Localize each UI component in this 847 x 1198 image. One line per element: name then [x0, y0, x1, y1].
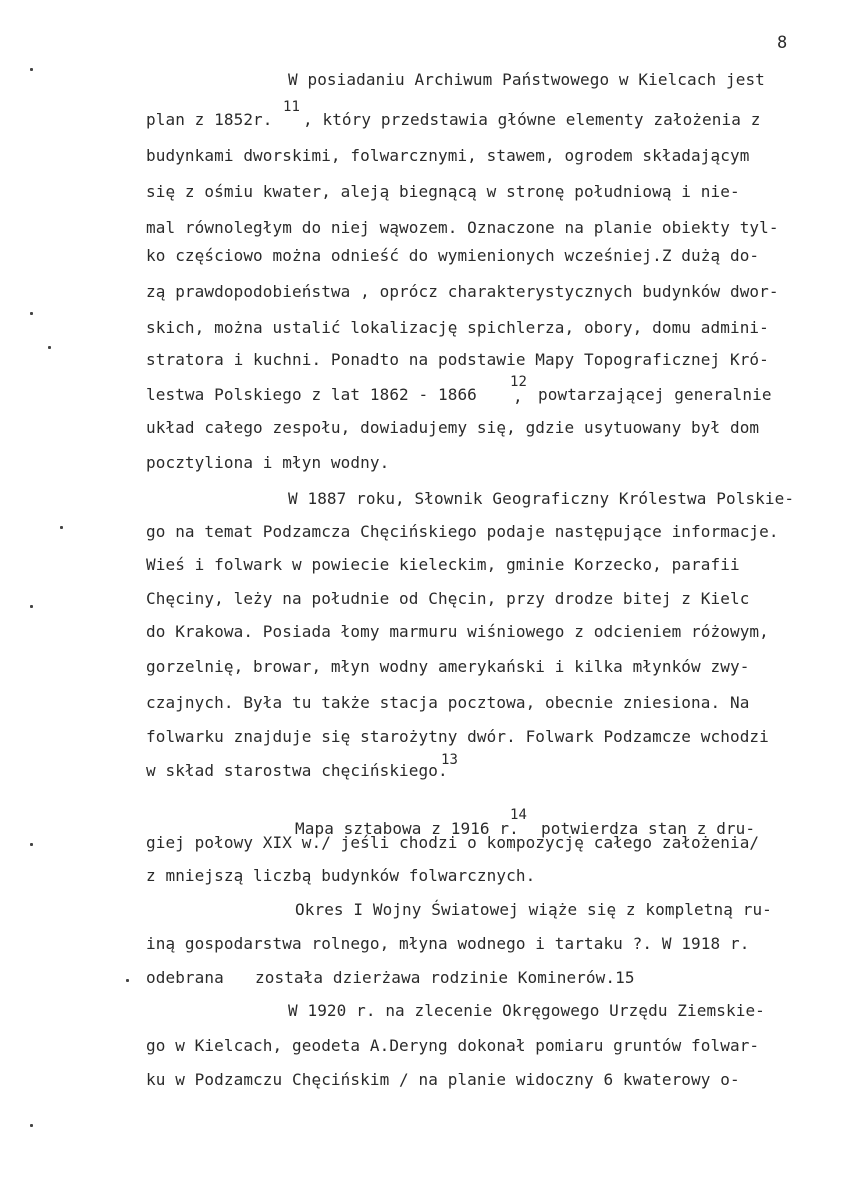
text-line: W posiadaniu Archiwum Państwowego w Kielcach jest [288, 70, 765, 89]
text-line: się z ośmiu kwater, aleją biegnącą w stronę południową i nie- [146, 182, 740, 201]
text-line: W 1920 r. na zlecenie Okręgowego Urzędu Ziemskie- [288, 1001, 765, 1020]
page-number: 8 [777, 33, 788, 53]
footnote-reference: 14 [510, 807, 528, 823]
text-line: W 1887 roku, Słownik Geograficzny Królestwa Polskie- [288, 489, 795, 508]
text-line: z mniejszą liczbą budynków folwarcznych. [146, 866, 536, 885]
margin-mark [30, 605, 33, 608]
margin-mark [30, 68, 33, 71]
text-line: ko częściowo można odnieść do wymienionych wcześniej.Z dużą do- [146, 246, 760, 265]
text-line: Mapa sztabowa z 1916 r. [295, 819, 519, 838]
margin-mark [60, 526, 63, 529]
margin-mark [126, 979, 129, 982]
text-line: Chęciny, leży na południe od Chęcin, przy drodze bitej z Kielc [146, 589, 750, 608]
text-line: została dzierżawa rodzinie Kominerów.15 [255, 968, 635, 987]
text-line: , [513, 387, 523, 406]
text-line: zą prawdopodobieństwa , oprócz charakterystycznych budynków dwor- [146, 282, 779, 301]
text-line: , który przedstawia główne elementy założenia z [303, 110, 761, 129]
footnote-reference: 12 [510, 374, 528, 390]
text-line: mal równoległym do niej wąwozem. Oznaczone na planie obiekty tyl- [146, 218, 779, 237]
footnote-reference: 13 [441, 752, 459, 768]
text-line: w skład starostwa chęcińskiego. [146, 761, 448, 780]
margin-mark [30, 312, 33, 315]
text-line: potwierdza stan z dru- [541, 819, 756, 838]
text-line: budynkami dworskimi, folwarcznymi, stawem, ogrodem składającym [146, 146, 750, 165]
text-line: do Krakowa. Posiada łomy marmuru wiśniowego z odcieniem różowym, [146, 622, 769, 641]
text-line: ku w Podzamczu Chęcińskim / na planie widoczny 6 kwaterowy o- [146, 1070, 740, 1089]
text-line: plan z 1852r. [146, 110, 273, 129]
text-line: czajnych. Była tu także stacja pocztowa, obecnie zniesiona. Na [146, 693, 750, 712]
text-line: giej połowy XIX w./ jeśli chodzi o kompozycję całego założenia/ [146, 833, 760, 852]
margin-mark [30, 1124, 33, 1127]
footnote-reference: 11 [283, 99, 301, 115]
text-line: stratora i kuchni. Ponadto na podstawie Mapy Topograficznej Kró- [146, 350, 769, 369]
text-line: Wieś i folwark w powiecie kieleckim, gminie Korzecko, parafii [146, 555, 740, 574]
text-line: odebrana [146, 968, 224, 987]
text-line: układ całego zespołu, dowiadujemy się, gdzie usytuowany był dom [146, 418, 760, 437]
text-line: powtarzającej generalnie [538, 385, 772, 404]
text-line: lestwa Polskiego z lat 1862 - 1866 [146, 385, 477, 404]
text-line: skich, można ustalić lokalizację spichlerza, obory, domu admini- [146, 318, 769, 337]
text-line: go na temat Podzamcza Chęcińskiego podaje następujące informacje. [146, 522, 779, 541]
text-line: go w Kielcach, geodeta A.Deryng dokonał pomiaru gruntów folwar- [146, 1036, 760, 1055]
text-line: folwarku znajduje się starożytny dwór. Folwark Podzamcze wchodzi [146, 727, 769, 746]
margin-mark [30, 843, 33, 846]
text-line: Okres I Wojny Światowej wiąże się z kompletną ru- [295, 900, 772, 919]
text-line: pocztyliona i młyn wodny. [146, 453, 390, 472]
text-line: gorzelnię, browar, młyn wodny amerykański i kilka młynków zwy- [146, 657, 750, 676]
text-line: iną gospodarstwa rolnego, młyna wodnego i tartaku ?. W 1918 r. [146, 934, 750, 953]
margin-mark [48, 346, 51, 349]
